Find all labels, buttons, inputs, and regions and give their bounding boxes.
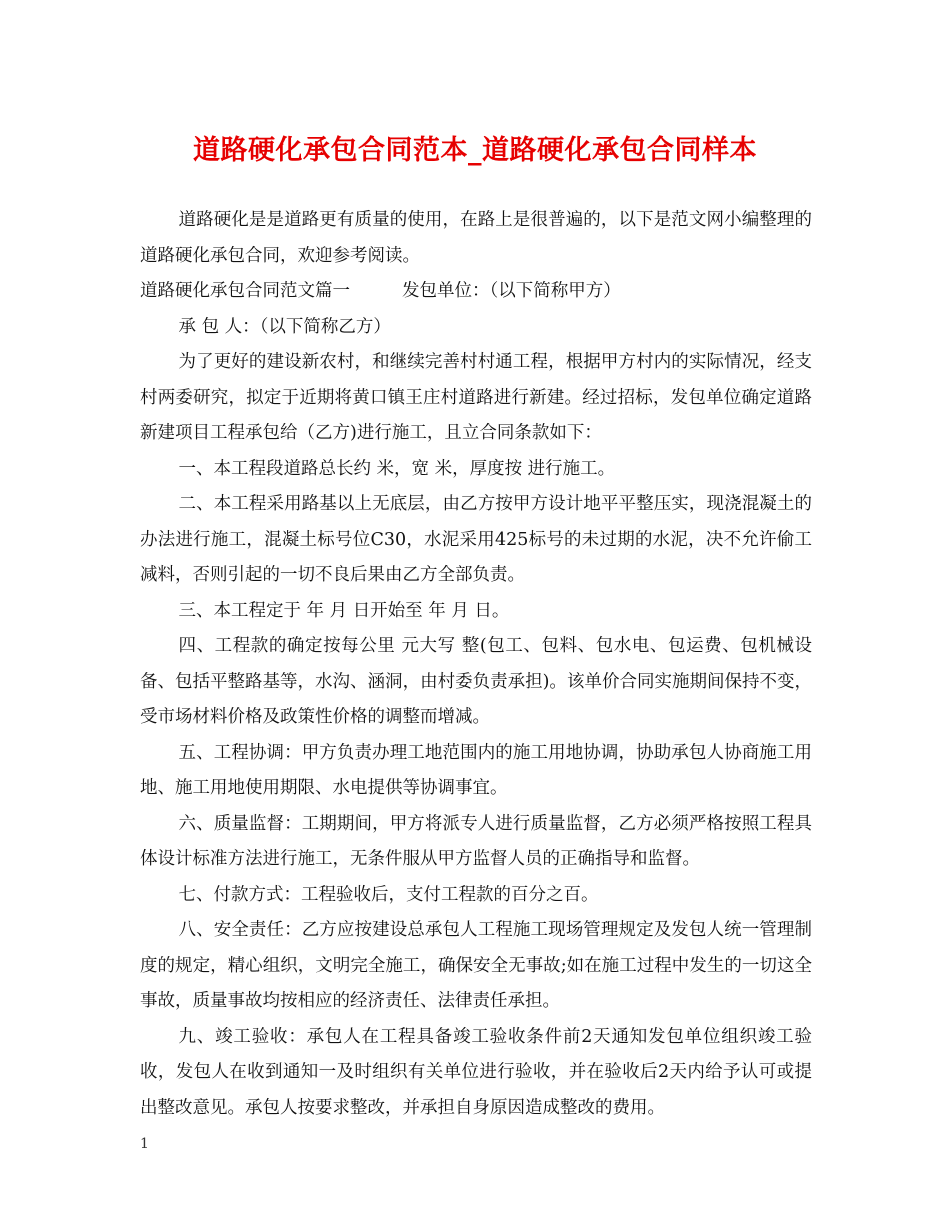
clause-6: 六、质量监督：工期期间，甲方将派专人进行质量监督，乙方必须严格按照工程具体设计标准方法进行施工，无条件服从甲方监督人员的正确指导和监督。 (140, 813, 812, 869)
contractor-line: 承 包 人：（以下简称乙方） (178, 316, 391, 337)
clause-3: 三、本工程定于 年 月 日开始至 年 月 日。 (178, 600, 510, 621)
document-body (140, 203, 812, 1126)
clause-1: 一、本工程段道路总长约 米，宽 米，厚度按 进行施工。 (178, 458, 616, 479)
document-title: 道路硬化承包合同范本_道路硬化承包合同样本 (193, 135, 757, 166)
clause-9: 九、竣工验收：承包人在工程具备竣工验收条件前2天通知发包单位组织竣工验收，发包人在收到通知一及时组织有关单位进行验收，并在验收后2天内给予认可或提出整改意见。承包人按要求整改，并承担自身原因造成整改的费用。 (140, 1026, 812, 1118)
clause-4: 四、工程款的确定按每公里 元大写 整(包工、包料、包水电、包运费、包机械设备、包括平整路基等，水沟、涵洞，由村委负责承担)。该单价合同实施期间保持不变，受市场材料价格及政策性价格的调整而增减。 (140, 636, 812, 727)
page-number: 1 (140, 1136, 149, 1152)
intro-paragraph: 道路硬化是是道路更有质量的使用，在路上是很普遍的，以下是范文网小编整理的道路硬化承包合同，欢迎参考阅读。 (140, 210, 812, 266)
clause-2: 二、本工程采用路基以上无底层，由乙方按甲方设计地平平整压实，现浇混凝土的办法进行施工，混凝土标号位C30，水泥采用425标号的未过期的水泥，决不允许偷工减料，否则引起的一切不良后果由乙方全部负责。 (140, 494, 812, 585)
clause-5: 五、工程协调：甲方负责办理工地范围内的施工用地协调，协助承包人协商施工用地、施工用地使用期限、水电提供等协调事宜。 (140, 742, 812, 798)
employer-label: 发包单位：（以下简称甲方） (402, 281, 621, 301)
contract-heading-title: 道路硬化承包合同范文篇一 (140, 281, 350, 301)
contract-heading-line (140, 274, 812, 310)
clause-7: 七、付款方式：工程验收后，支付工程款的百分之百。 (178, 884, 599, 905)
preamble-paragraph: 为了更好的建设新农村，和继续完善村村通工程，根据甲方村内的实际情况，经支村两委研究，拟定于近期将黄口镇王庄村道路进行新建。经过招标，发包单位确定道路新建项目工程承包给（乙方)进行施工，且立合同条款如下： (140, 352, 812, 443)
clause-8: 八、安全责任：乙方应按建设总承包人工程施工现场管理规定及发包人统一管理制度的规定，精心组织，文明完全施工，确保安全无事故;如在施工过程中发生的一切这全事故，质量事故均按相应的经济责任、法律责任承担。 (140, 920, 812, 1011)
